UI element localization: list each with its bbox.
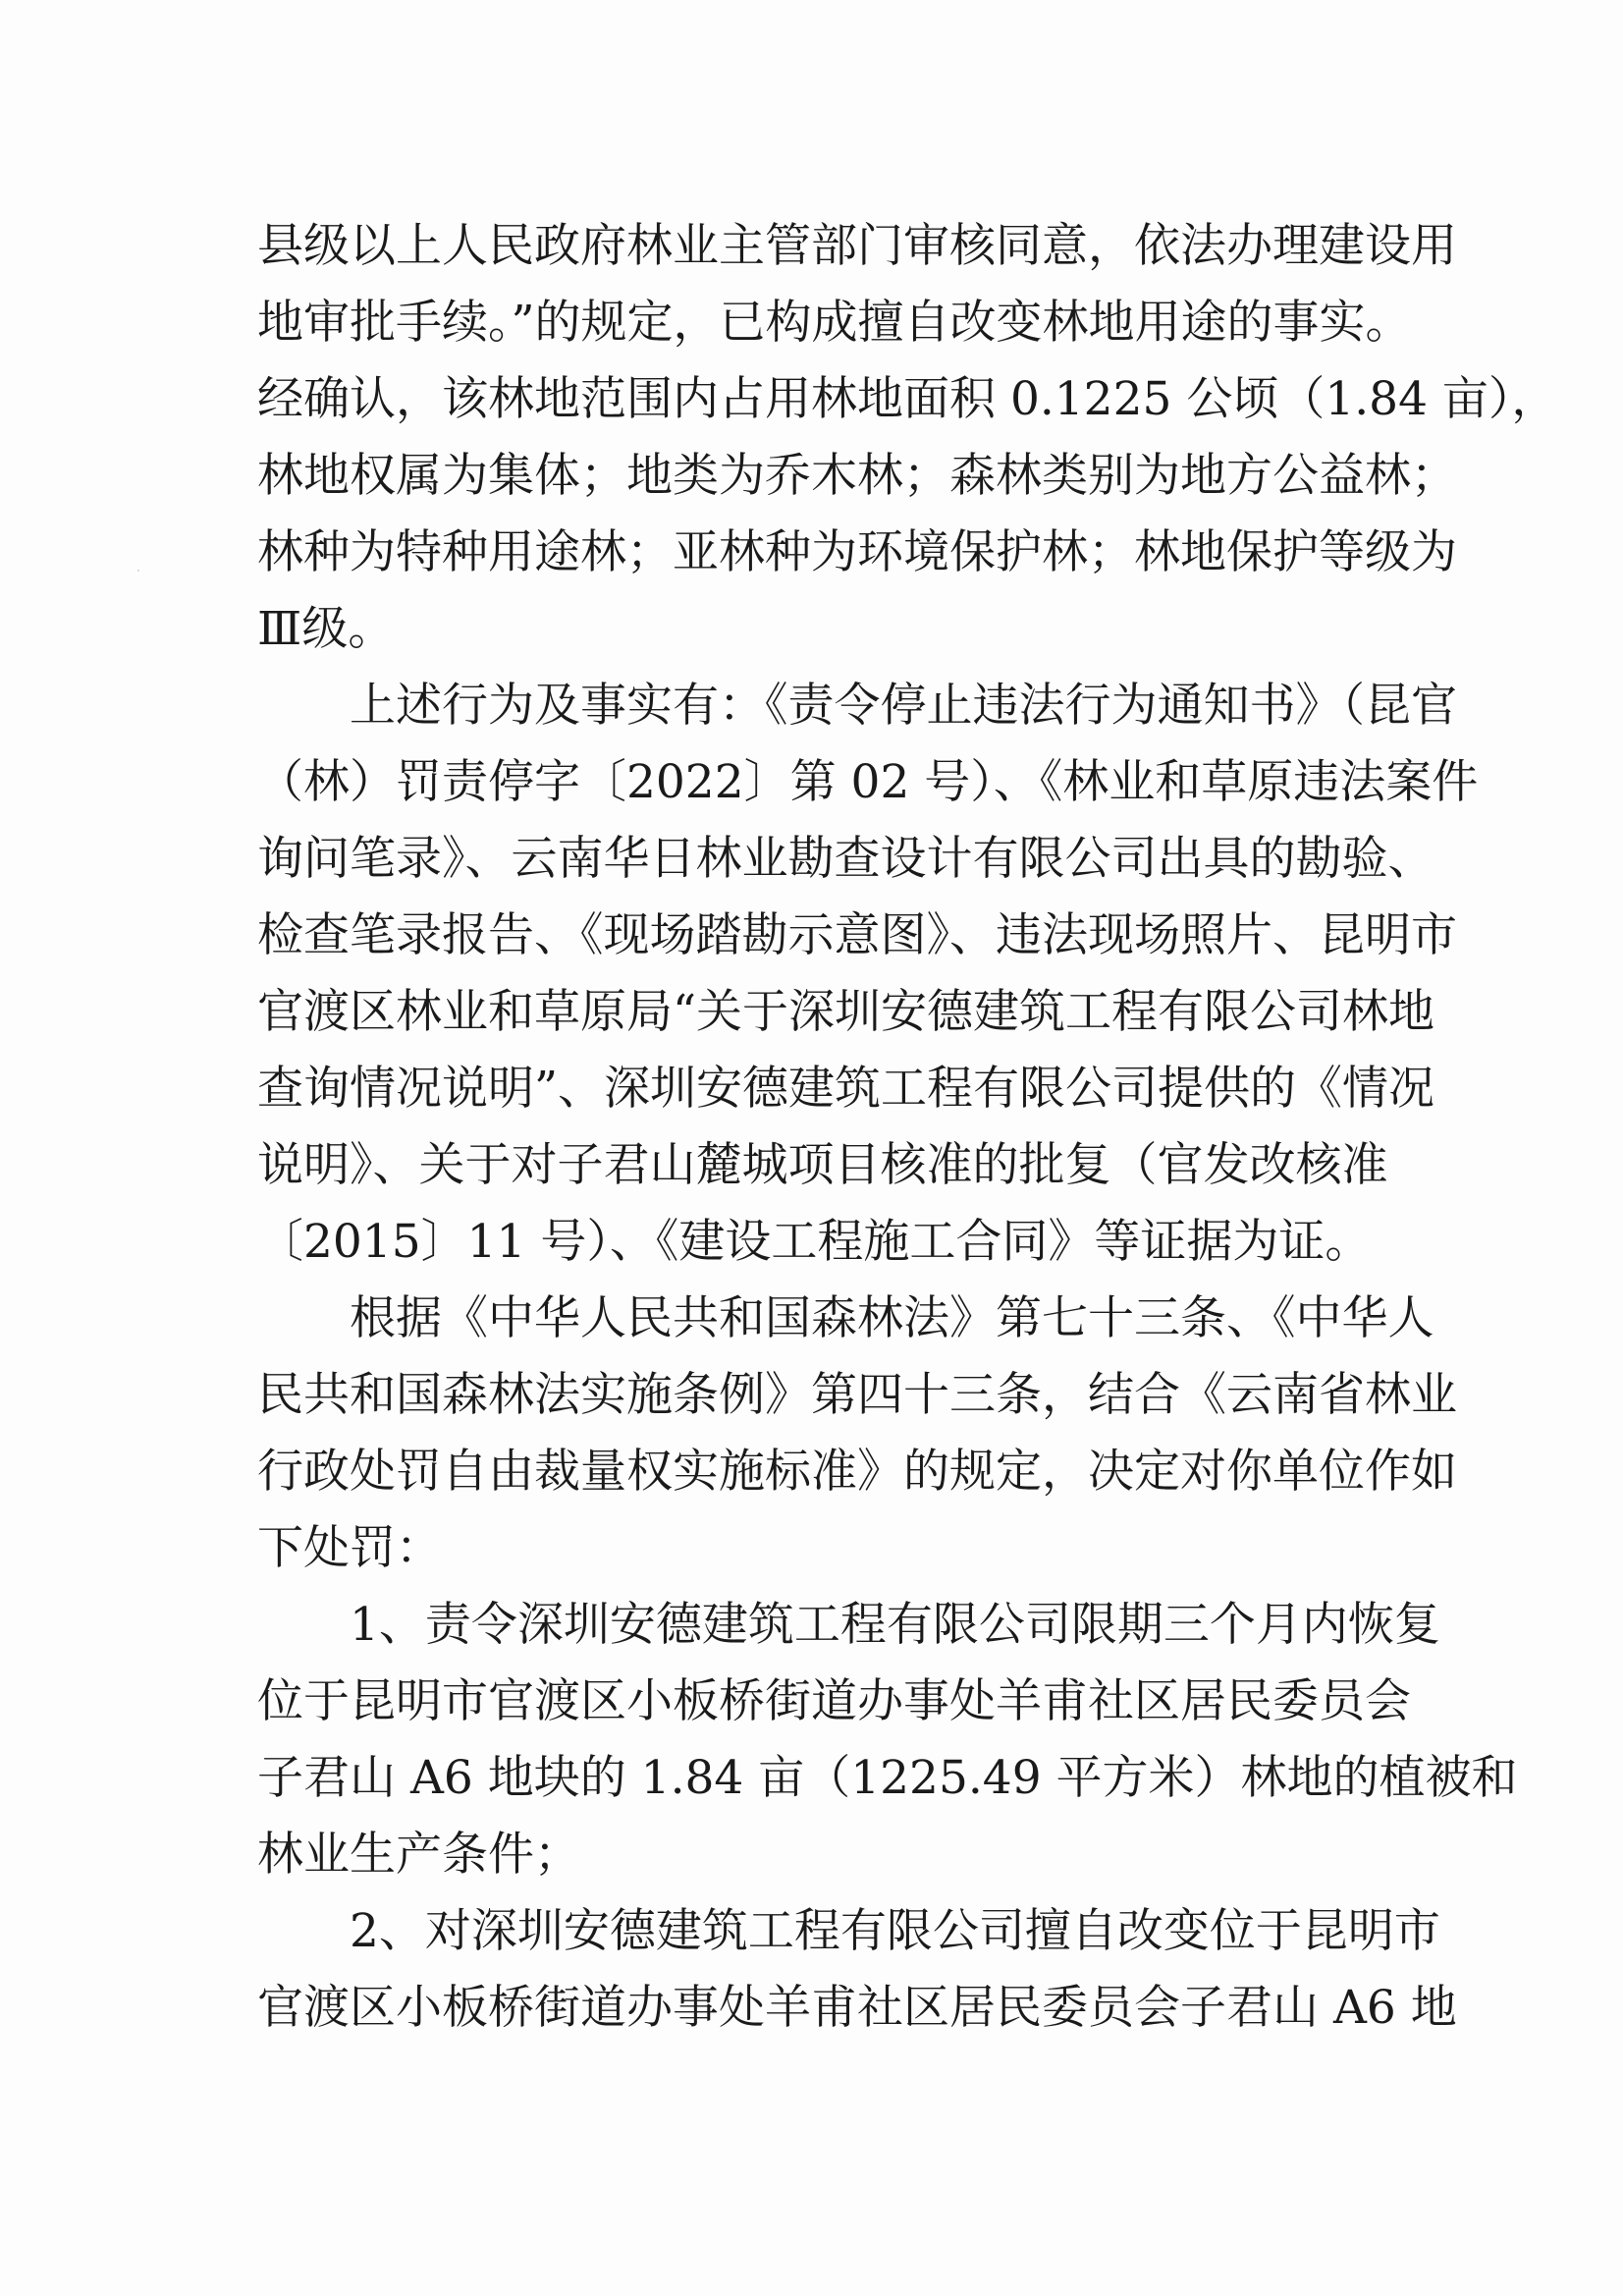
- text-line: （林）罚责停字〔2022〕第 02 号）、《林业和草原违法案件: [257, 755, 1479, 809]
- paragraph: [257, 668, 1479, 1281]
- text-line: 县级以上人民政府林业主管部门审核同意，依法办理建设用: [257, 219, 1457, 273]
- text-line: 2、对深圳安德建筑工程有限公司擅自改变位于昆明市: [350, 1904, 1440, 1958]
- text-line: 林种为特种用途林；亚林种为环境保护林；林地保护等级为: [257, 525, 1457, 579]
- text-line: 询问笔录》、云南华日林业勘查设计有限公司出具的勘验、: [257, 832, 1434, 886]
- text-line: 检查笔录报告、《现场踏勘示意图》、违法现场照片、昆明市: [257, 908, 1457, 962]
- text-line: 经确认，该林地范围内占用林地面积 0.1225 公顷（1.84 亩），: [257, 372, 1558, 426]
- paragraph: [257, 1281, 1457, 1587]
- text-line: 行政处罚自由裁量权实施标准》的规定，决定对你单位作如: [257, 1445, 1457, 1499]
- text-line: 林地权属为集体；地类为乔木林；森林类别为地方公益林；: [257, 449, 1457, 503]
- text-line: 地审批手续。”的规定，已构成擅自改变林地用途的事实。: [257, 296, 1412, 350]
- paragraph: [257, 1587, 1518, 1893]
- scan-speck: [137, 570, 139, 572]
- text-line: 1、责令深圳安德建筑工程有限公司限期三个月内恢复: [350, 1598, 1440, 1652]
- paragraph: [257, 208, 1558, 668]
- text-line: 子君山 A6 地块的 1.84 亩（1225.49 平方米）林地的植被和: [257, 1751, 1518, 1805]
- text-line: 〔2015〕11 号）、《建设工程施工合同》等证据为证。: [257, 1215, 1372, 1269]
- text-line: Ⅲ级。: [257, 602, 395, 656]
- text-line: 说明》、关于对子君山麓城项目核准的批复（官发改核准: [257, 1138, 1388, 1192]
- text-line: 民共和国森林法实施条例》第四十三条，结合《云南省林业: [257, 1368, 1457, 1422]
- paragraph: [257, 1893, 1457, 2047]
- text-line: 官渡区小板桥街道办事处羊甫社区居民委员会子君山 A6 地: [257, 1981, 1457, 2035]
- text-line: 位于昆明市官渡区小板桥街道办事处羊甫社区居民委员会: [257, 1674, 1411, 1728]
- text-line: 官渡区林业和草原局“关于深圳安德建筑工程有限公司林地: [257, 985, 1435, 1039]
- text-line: 查询情况说明”、深圳安德建筑工程有限公司提供的《情况: [257, 1062, 1435, 1116]
- text-line: 上述行为及事实有：《责令停止违法行为通知书》（昆官: [350, 679, 1457, 733]
- document-body: [257, 208, 1558, 2047]
- text-line: 林业生产条件；: [257, 1828, 580, 1882]
- text-line: 根据《中华人民共和国森林法》第七十三条、《中华人: [350, 1291, 1434, 1345]
- text-line: 下处罚：: [257, 1521, 442, 1575]
